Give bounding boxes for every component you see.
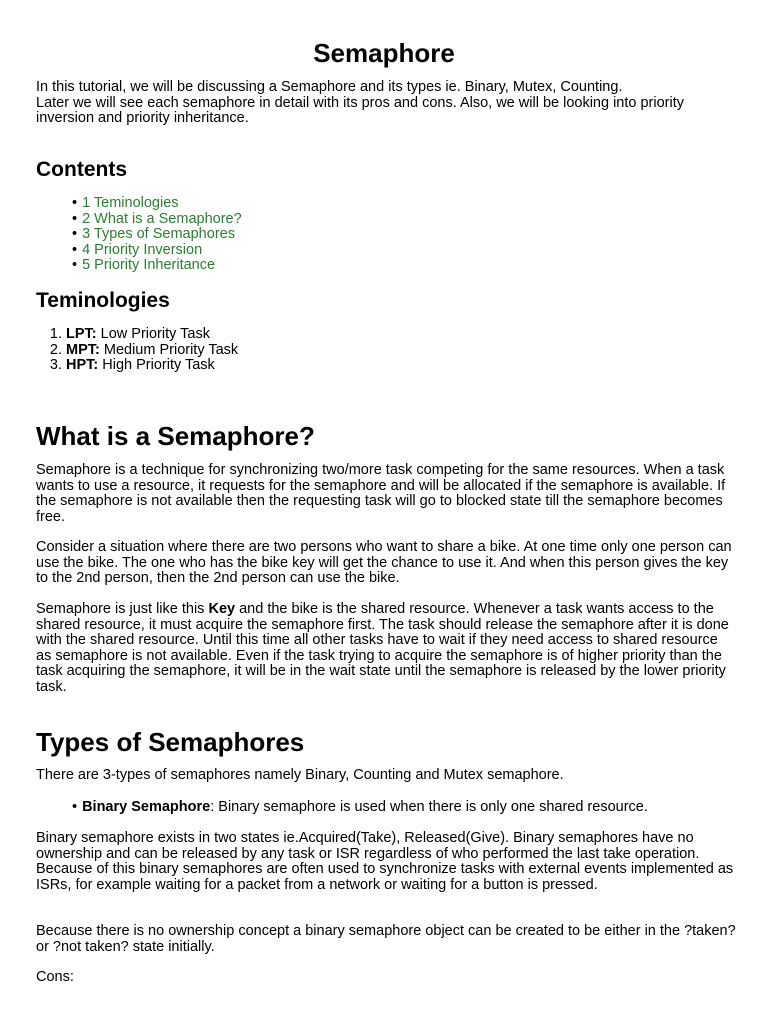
toc-item — [72, 196, 242, 212]
terminologies-heading: Teminologies — [36, 289, 170, 312]
what-is-paragraph-1: Semaphore is a technique for synchronizing two/more task competing for the same resources. When a task wants to use a resource, it requests for the semaphore and will be allocated if the semaphore is available. If the semaphore is not available then the requesting task will go to blocked state till the semaphore becomes free. — [36, 462, 726, 525]
term-desc: Low Priority Task — [96, 326, 210, 342]
what-is-paragraph-3 — [36, 602, 736, 696]
binary-desc: : Binary semaphore is used when there is only one shared resource. — [210, 799, 648, 815]
terminologies-list — [40, 327, 238, 374]
toc-link-types[interactable]: 3 Types of Semaphores — [82, 226, 235, 243]
term-label: MPT: — [66, 341, 100, 358]
contents-list — [72, 196, 242, 274]
toc-item — [72, 212, 242, 228]
binary-label: Binary Semaphore — [82, 799, 211, 815]
cons-label: Cons: — [36, 969, 74, 985]
toc-item — [72, 227, 242, 243]
toc-link-what-is[interactable]: 2 What is a Semaphore? — [82, 210, 242, 227]
contents-heading: Contents — [36, 158, 127, 181]
p3-post: and the bike is the shared resource. Whenever a task wants access to the shared resource, it must acquire the semaphore first. The task should release the semaphore after it is done with the shared resource. Until this time all other tasks have to wait if they need access to shared resource as semaphore is not available. Even if the task trying to acquire the semaphore is of higher priority than the task acquiring the semaphore, it will be in the wait state until the semaphore is released by the lower priority task. — [36, 601, 729, 695]
term-label: LPT: — [66, 326, 97, 342]
what-is-paragraph-2: Consider a situation where there are two persons who want to share a bike. At one time only one person can use the bike. The one who has the bike key will get the chance to use it. And when this person gives the key to the 2nd person, then the 2nd person can use the bike. — [36, 539, 732, 587]
p3-pre: Semaphore is just like this — [36, 601, 209, 617]
what-is-heading: What is a Semaphore? — [36, 421, 315, 451]
toc-item — [72, 258, 242, 274]
binary-bullet — [72, 800, 648, 816]
toc-link-terminologies[interactable]: 1 Teminologies — [82, 195, 179, 211]
term-label: HPT: — [66, 357, 99, 374]
term-desc: Medium Priority Task — [99, 341, 239, 358]
p3-key: Key — [208, 601, 236, 617]
intro-line-1: In this tutorial, we will be discussing a Semaphore and its types ie. Binary, Mutex, Counting. — [36, 79, 623, 95]
intro-text — [36, 80, 736, 127]
types-intro: There are 3-types of semaphores namely Binary, Counting and Mutex semaphore. — [36, 767, 564, 783]
page-title: Semaphore — [313, 38, 455, 68]
toc-item — [72, 243, 242, 259]
types-paragraph-2: Because there is no ownership concept a binary semaphore object can be created to be either in the ?taken? or ?not taken? state initially. — [36, 923, 736, 955]
types-heading: Types of Semaphores — [36, 727, 305, 757]
term-item — [66, 343, 238, 359]
toc-link-priority-inversion[interactable]: 4 Priority Inversion — [82, 241, 203, 258]
intro-line-2: Later we will see each semaphore in detail with its pros and cons. Also, we will be looking into priority inversion and priority inheritance. — [36, 94, 684, 127]
term-item — [66, 358, 238, 374]
types-paragraph-1: Binary semaphore exists in two states ie.Acquired(Take), Released(Give). Binary semaphores have no ownership and can be released by any task or ISR regardless of who performed the last take operation. Because of this binary semaphores are often used to synchronize tasks with external events implemented as ISRs, for example waiting for a packet from a network or waiting for a button is pressed. — [36, 830, 734, 893]
term-item — [66, 327, 238, 343]
toc-link-priority-inheritance[interactable]: 5 Priority Inheritance — [82, 257, 216, 274]
term-desc: High Priority Task — [98, 357, 215, 374]
